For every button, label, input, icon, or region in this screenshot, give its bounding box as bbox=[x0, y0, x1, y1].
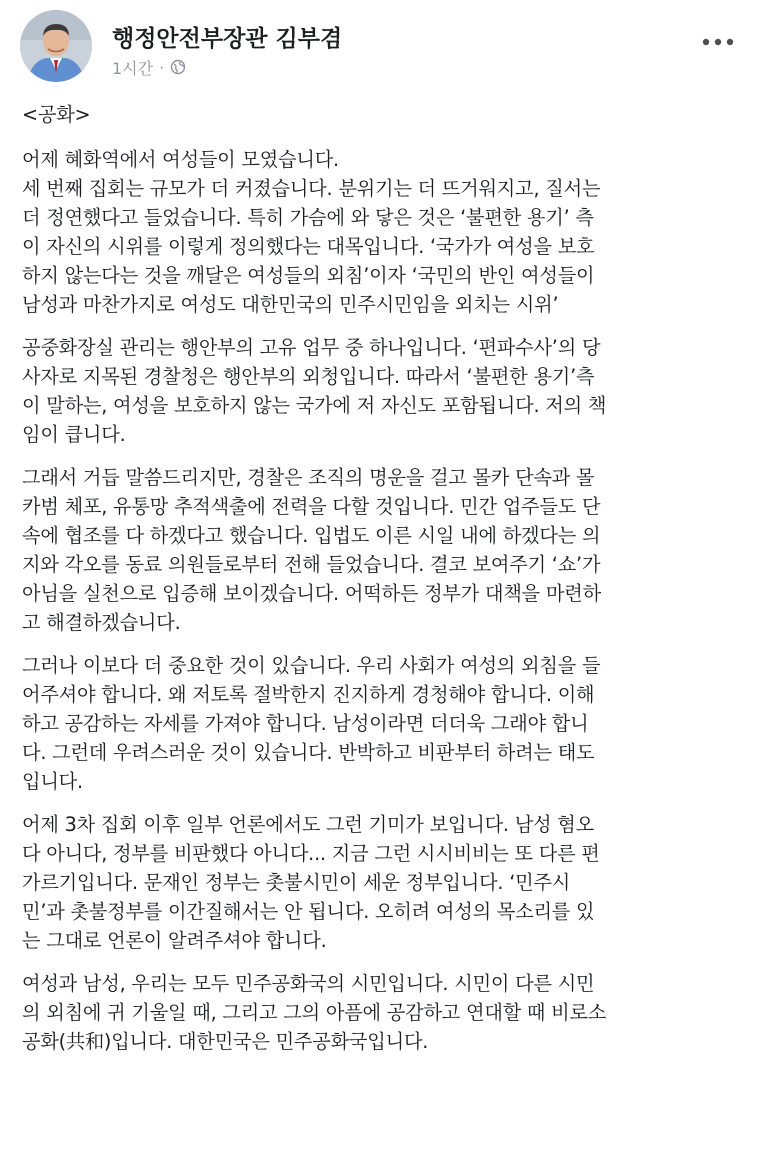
text-line: 아님을 실천으로 입증해 보이겠습니다. 어떡하든 정부가 대책을 마련하 bbox=[22, 582, 601, 605]
text-line: 고 해결하겠습니다. bbox=[22, 611, 181, 634]
text-line: 사자로 지목된 경찰청은 행안부의 외청입니다. 따라서 ‘불편한 용기’측 bbox=[22, 365, 595, 388]
text-line: 어주셔야 합니다. 왜 저토록 절박한지 진지하게 경청해야 합니다. 이해 bbox=[22, 683, 595, 706]
text-line: 더 정연했다고 들었습니다. 특히 가슴에 와 닿은 것은 ‘불편한 용기’ 측 bbox=[22, 206, 594, 229]
text-line: 카범 체포, 유통망 추적색출에 전력을 다할 것입니다. 민간 업주들도 단 bbox=[22, 495, 601, 518]
post-body bbox=[22, 100, 738, 1070]
paragraph-5 bbox=[22, 810, 738, 955]
text-line: 세 번째 집회는 규모가 더 커졌습니다. 분위기는 더 뜨거워지고, 질서는 bbox=[22, 177, 601, 200]
avatar-photo bbox=[20, 10, 92, 82]
paragraph-4 bbox=[22, 651, 738, 796]
text-line: 어제 혜화역에서 여성들이 모였습니다. bbox=[22, 148, 339, 171]
author-avatar[interactable] bbox=[20, 10, 92, 82]
text-line: 가르기입니다. 문재인 정부는 촛불시민이 세운 정부입니다. ‘민주시 bbox=[22, 871, 571, 894]
text-line: 는 그대로 언론이 알려주셔야 합니다. bbox=[22, 929, 327, 952]
post-header bbox=[0, 0, 760, 92]
text-line: 공화(共和)입니다. 대한민국은 민주공화국입니다. bbox=[22, 1030, 429, 1053]
text-line: 다. 그런데 우려스러운 것이 있습니다. 반박하고 비판부터 하려는 태도 bbox=[22, 741, 595, 764]
text-line: 어제 3차 집회 이후 일부 언론에서도 그런 기미가 보입니다. 남성 혐오 bbox=[22, 813, 594, 836]
text-line: 의 외침에 귀 기울일 때, 그리고 그의 아픔에 공감하고 연대할 때 비로소 bbox=[22, 1001, 607, 1024]
more-horizontal-icon bbox=[700, 37, 736, 47]
text-line: 여성과 남성, 우리는 모두 민주공화국의 시민입니다. 시민이 다른 시민 bbox=[22, 972, 595, 995]
text-line: 공중화장실 관리는 행안부의 고유 업무 중 하나입니다. ‘편파수사’의 당 bbox=[22, 336, 601, 359]
globe-icon[interactable] bbox=[170, 59, 186, 75]
paragraph-1 bbox=[22, 145, 738, 319]
meta-separator: · bbox=[159, 57, 165, 77]
text-line: 속에 협조를 다 하겠다고 했습니다. 입법도 이른 시일 내에 하겠다는 의 bbox=[22, 524, 601, 547]
text-line: 남성과 마찬가지로 여성도 대한민국의 민주시민임을 외치는 시위’ bbox=[22, 293, 559, 316]
paragraph-3 bbox=[22, 463, 738, 637]
text-line: 하지 않는다는 것을 깨달은 여성들의 외침’이자 ‘국민의 반인 여성들이 bbox=[22, 264, 595, 287]
text-line: 이 말하는, 여성을 보호하지 않는 국가에 저 자신도 포함됩니다. 저의 책 bbox=[22, 394, 607, 417]
text-line: 임이 큽니다. bbox=[22, 423, 126, 446]
text-line: 그래서 거듭 말씀드리지만, 경찰은 조직의 명운을 걸고 몰카 단속과 몰 bbox=[22, 466, 595, 489]
more-options-button[interactable] bbox=[696, 28, 740, 56]
paragraph-6 bbox=[22, 969, 738, 1056]
text-line: 그러나 이보다 더 중요한 것이 있습니다. 우리 사회가 여성의 외침을 들 bbox=[22, 654, 601, 677]
paragraph-2 bbox=[22, 333, 738, 449]
author-name[interactable]: 행정안전부장관 김부겸 bbox=[112, 26, 343, 52]
text-line: 다 아니다, 정부를 비판했다 아니다... 지금 그런 시시비비는 또 다른 편 bbox=[22, 842, 600, 865]
post-title: <공화> bbox=[22, 103, 91, 126]
text-line: 이 자신의 시위를 이렇게 정의했다는 대목입니다. ‘국가가 여성을 보호 bbox=[22, 235, 595, 258]
text-line: 입니다. bbox=[22, 770, 83, 793]
text-line: 민’과 촛불정부를 이간질해서는 안 됩니다. 오히려 여성의 목소리를 있 bbox=[22, 900, 595, 923]
text-line: 지와 각오를 동료 의원들로부터 전해 들었습니다. 결코 보여주기 ‘쇼’가 bbox=[22, 553, 601, 576]
post-meta bbox=[112, 56, 186, 78]
post-timestamp[interactable]: 1시간 bbox=[112, 58, 154, 78]
text-line: 하고 공감하는 자세를 가져야 합니다. 남성이라면 더더욱 그래야 합니 bbox=[22, 712, 589, 735]
